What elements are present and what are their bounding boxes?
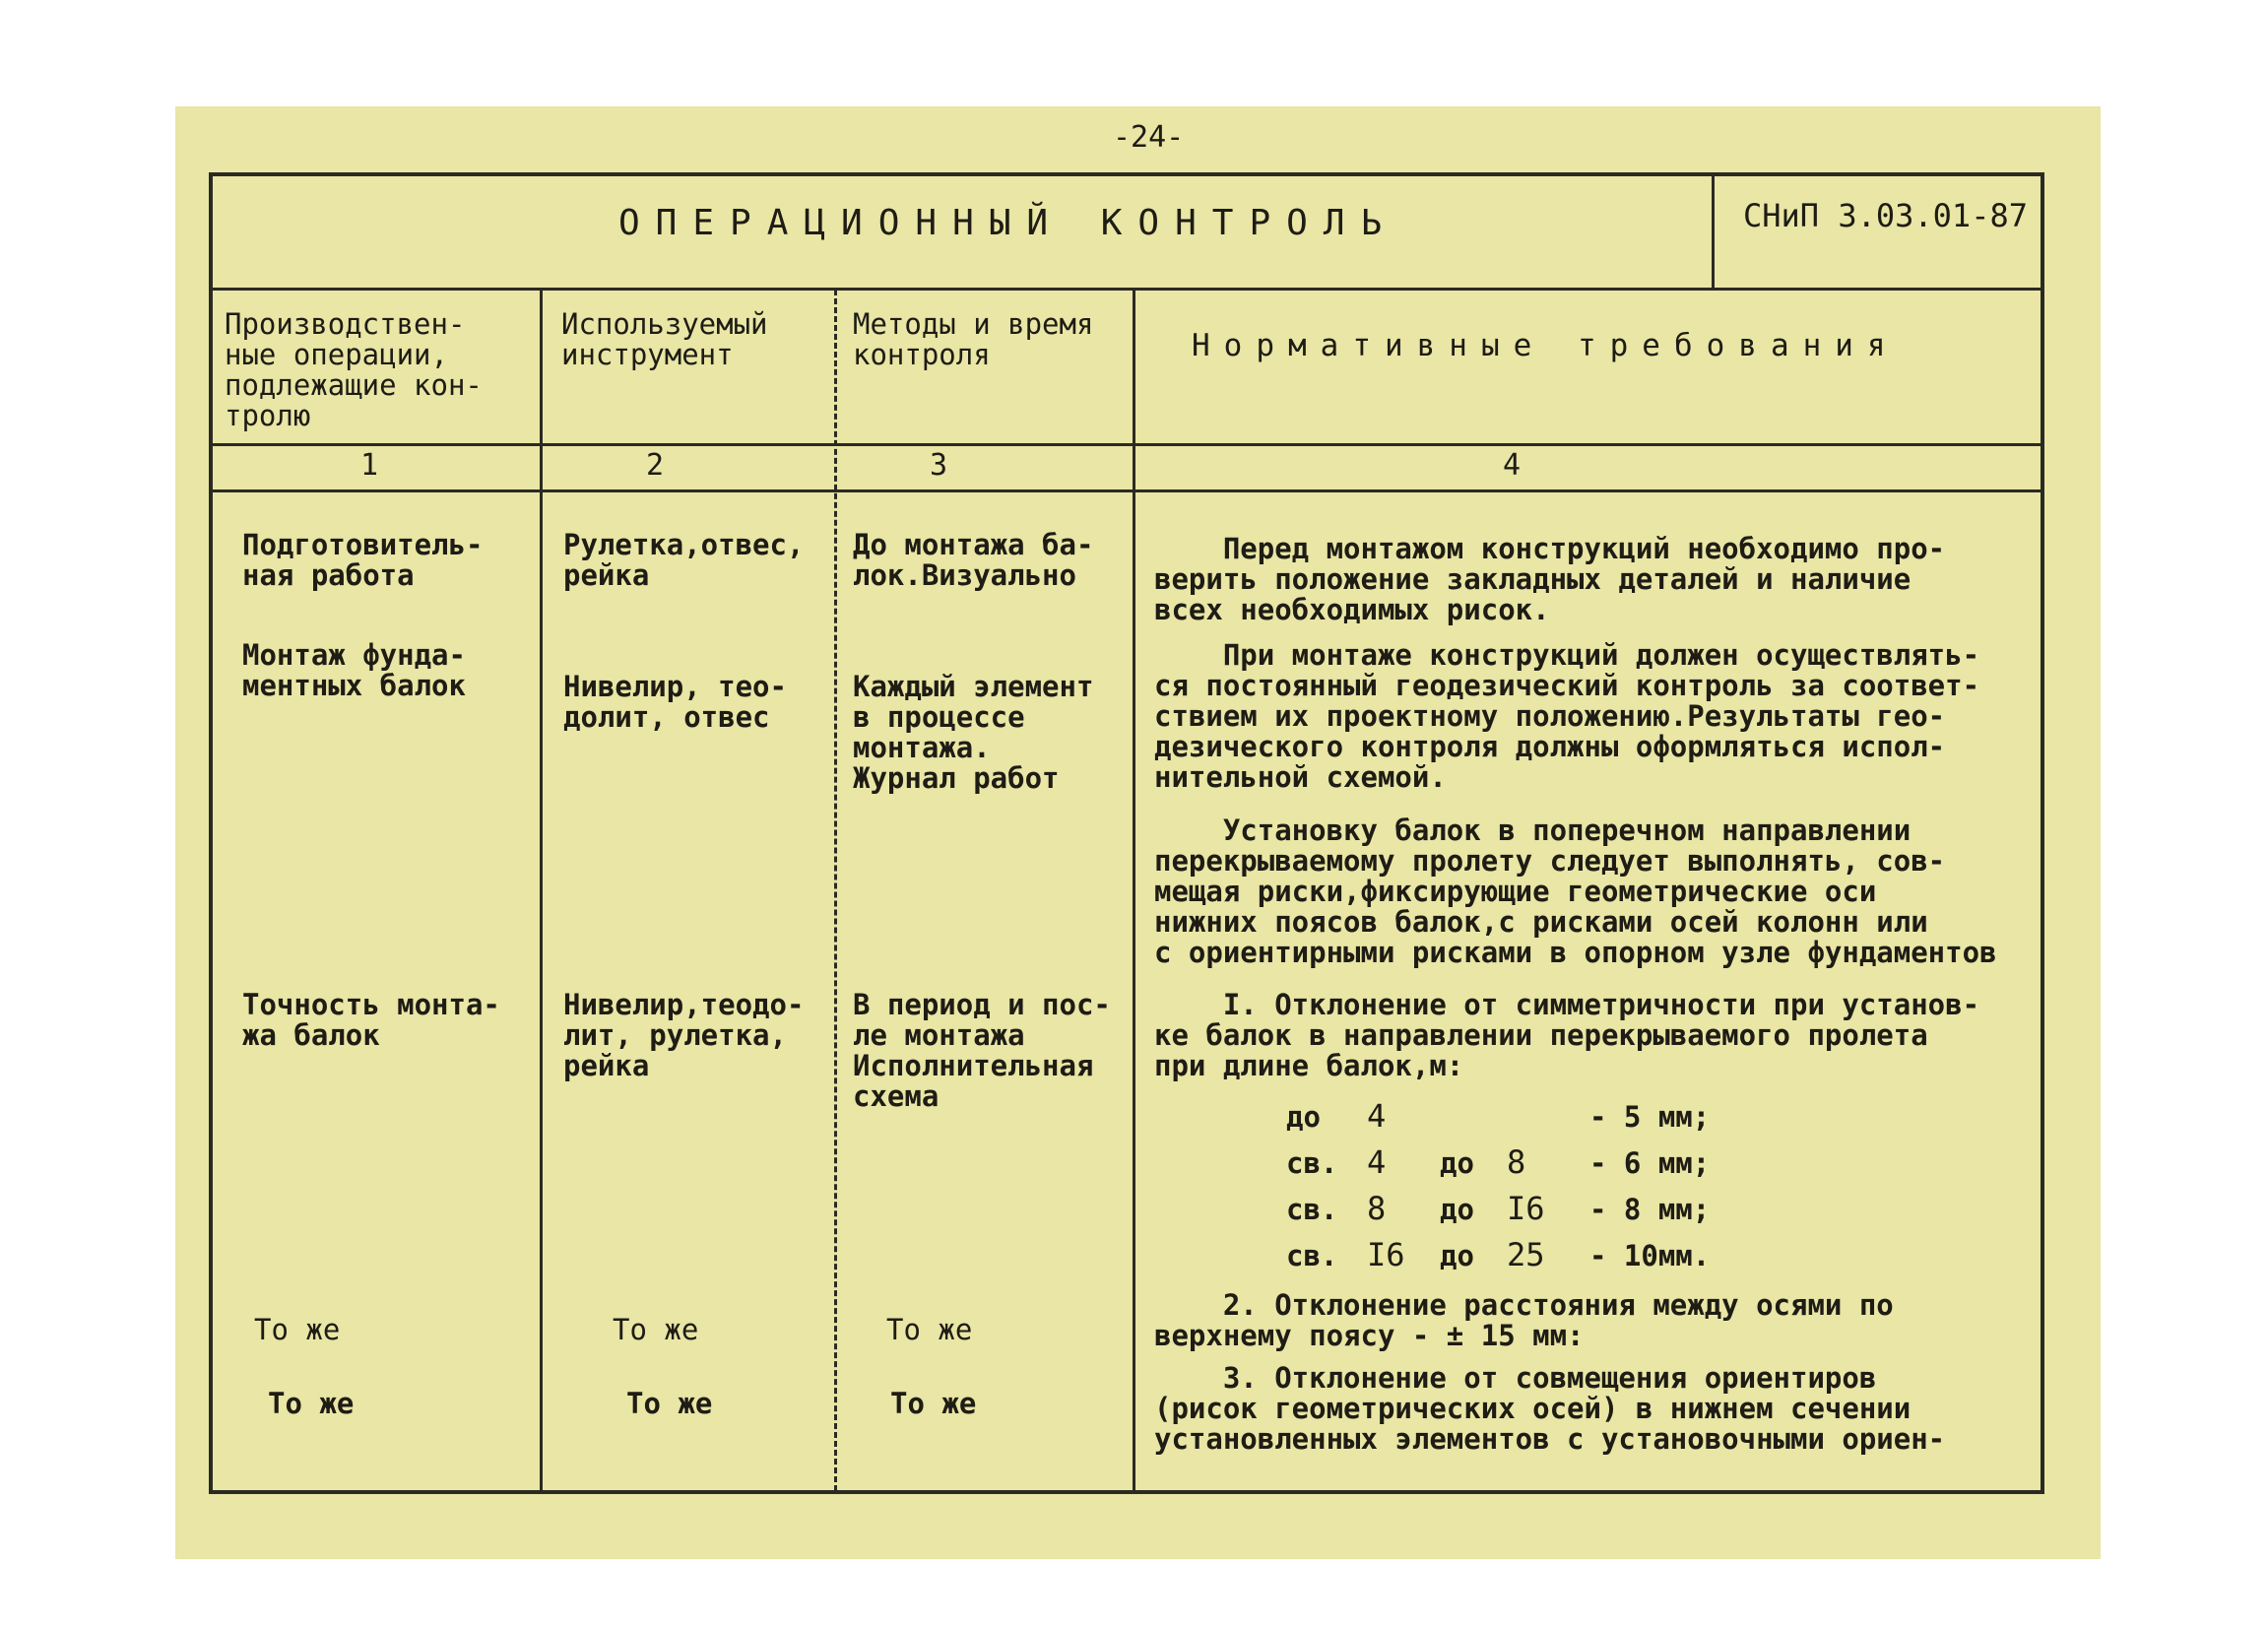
row2-operation: Монтаж фунда- ментных балок <box>242 638 466 702</box>
row1-method: До монтажа ба- лок.Визуально <box>853 528 1094 592</box>
column-header-operations: Производствен- ные операции, подлежащие кон- тролю <box>225 307 483 432</box>
document-code: СНиП 3.03.01-87 <box>1743 197 2028 234</box>
col-divider-3 <box>1133 290 1135 1491</box>
row1-instrument: Рулетка,отвес, рейка <box>563 528 805 592</box>
row6-method: То же <box>890 1387 977 1420</box>
row2-method: Каждый элемент в процессе монтажа. Журнал работ <box>853 670 1094 795</box>
row6-operation: То же <box>268 1387 355 1420</box>
code-box-left <box>1712 175 1715 290</box>
row6-requirement: 3. Отклонение от совмещения ориентиров (рисок геометрических осей) в нижнем сечении установленных элементов с установочными ориен- <box>1154 1361 1946 1456</box>
column-header-methods: Методы и время контроля <box>853 307 1094 371</box>
tolerance-4-from: I6 <box>1367 1236 1405 1273</box>
header-divider <box>211 443 2042 446</box>
tolerance-4-to: 25 <box>1507 1236 1545 1273</box>
tolerance-3-to-word: до <box>1440 1193 1474 1226</box>
tolerance-2-prefix: св. <box>1286 1146 1338 1180</box>
tolerance-3-prefix: св. <box>1286 1193 1338 1226</box>
row5-instrument: То же <box>613 1313 699 1346</box>
column-number-3: 3 <box>930 448 948 483</box>
row3-requirement: Установку балок в поперечном направлении перекрываемому пролету следует выполнять, сов- мещая риски,фиксирующие геометрические оси нижних поясов балок,с рисками осей колонн или с ориентирными рисками в опорном узле фундаментов <box>1154 814 1997 969</box>
column-number-4: 4 <box>1503 448 1522 483</box>
row5-requirement: 2. Отклонение расстояния между осями по верхнему поясу - ± 15 мм: <box>1154 1288 1894 1352</box>
row4-operation: Точность монта- жа балок <box>242 988 500 1052</box>
column-header-requirements: Нормативные требования <box>1192 328 1900 363</box>
row5-operation: То же <box>254 1313 341 1346</box>
page-title: ОПЕРАЦИОННЫЙ КОНТРОЛЬ <box>618 203 1398 243</box>
tolerance-4-prefix: св. <box>1286 1239 1338 1272</box>
col-divider-2 <box>834 290 837 1491</box>
row4-instrument: Нивелир,теодо- лит, рулетка, рейка <box>563 988 805 1082</box>
column-number-2: 2 <box>646 448 665 483</box>
row2-instrument: Нивелир, тео- долит, отвес <box>563 670 787 734</box>
number-row-divider <box>211 489 2042 492</box>
tolerance-2-value: - 6 мм; <box>1589 1146 1711 1180</box>
col-divider-1 <box>540 290 543 1491</box>
row6-instrument: То же <box>626 1387 713 1420</box>
row1-requirement: Перед монтажом конструкций необходимо про- верить положение закладных деталей и наличие всех необходимых рисок. <box>1154 532 1946 626</box>
row4-method: В период и пос- ле монтажа Исполнительная схема <box>853 988 1111 1113</box>
title-divider <box>211 288 2042 291</box>
tolerance-1-prefix: до <box>1286 1100 1321 1134</box>
tolerance-1-from: 4 <box>1367 1097 1387 1135</box>
tolerance-2-from: 4 <box>1367 1143 1387 1181</box>
page-number: -24- <box>1113 120 1185 155</box>
tolerance-3-from: 8 <box>1367 1190 1387 1227</box>
tolerance-1-value: - 5 мм; <box>1589 1100 1711 1134</box>
tolerance-2-to: 8 <box>1507 1143 1526 1181</box>
tolerance-2-to-word: до <box>1440 1146 1474 1180</box>
row4-requirement: I. Отклонение от симметричности при установ- ке балок в направлении перекрываемого пролета при длине балок,м: <box>1154 988 1980 1082</box>
tolerance-4-value: - 10мм. <box>1589 1239 1711 1272</box>
row2-requirement: При монтаже конструкций должен осуществлять- ся постоянный геодезический контроль за соответ- ствием их проектному положению.Результаты гео- дезического контроля должны оформляться испол- нительной схемой. <box>1154 638 1980 794</box>
column-header-instrument: Используемый инструмент <box>561 307 768 371</box>
tolerance-3-to: I6 <box>1507 1190 1545 1227</box>
tolerance-3-value: - 8 мм; <box>1589 1193 1711 1226</box>
tolerance-4-to-word: до <box>1440 1239 1474 1272</box>
row5-method: То же <box>886 1313 973 1346</box>
column-number-1: 1 <box>360 448 379 483</box>
row1-operation: Подготовитель- ная работа <box>242 528 484 592</box>
